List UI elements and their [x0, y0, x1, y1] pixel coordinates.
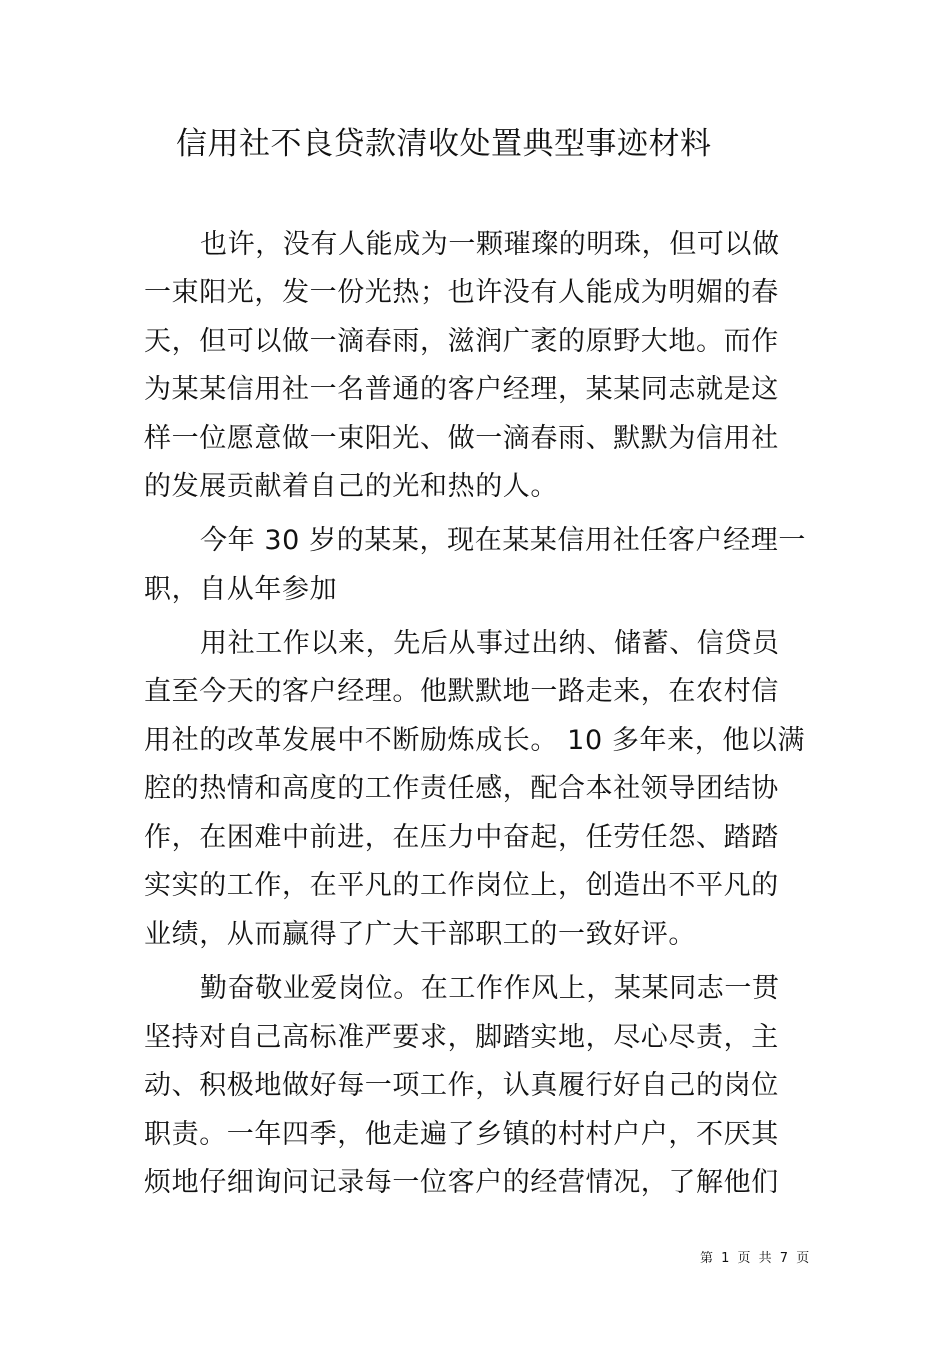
paragraph-4-line-5: 烦地仔细询问记录每一位客户的经营情况，了解他们	[144, 1167, 779, 1198]
page-number-footer: 第 1 页 共 7 页	[700, 1251, 810, 1266]
paragraph-2-line-2: 职，自从年参加	[144, 574, 338, 605]
paragraph-1-line-5: 样一位愿意做一束阳光、做一滴春雨、默默为信用社	[144, 423, 779, 454]
paragraph-3-line-2: 直至今天的客户经理。他默默地一路走来，在农村信	[144, 676, 779, 707]
paragraph-3-line-5: 作，在困难中前进，在压力中奋起，任劳任怨、踏踏	[144, 822, 779, 853]
paragraph-4-line-4: 职责。一年四季，他走遍了乡镇的村村户户，不厌其	[144, 1119, 779, 1150]
paragraph-4-line-2: 坚持对自己高标准严要求，脚踏实地，尽心尽责，主	[144, 1022, 779, 1053]
paragraph-1-line-4: 为某某信用社一名普通的客户经理，某某同志就是这	[144, 374, 779, 405]
paragraph-3-line-4: 腔的热情和高度的工作责任感，配合本社领导团结协	[144, 773, 779, 804]
paragraph-4-line-1: 勤奋敬业爱岗位。在工作作风上，某某同志一贯	[200, 973, 780, 1004]
document-title: 信用社不良贷款清收处置典型事迹材料	[176, 126, 712, 162]
paragraph-1-line-3: 天，但可以做一滴春雨，滋润广袤的原野大地。而作	[144, 326, 779, 357]
paragraph-1-line-2: 一束阳光，发一份光热；也许没有人能成为明媚的春	[144, 277, 779, 308]
paragraph-3-line-3: 用社的改革发展中不断励炼成长。 10 多年来，他以满	[144, 725, 806, 756]
paragraph-1-line-1: 也许，没有人能成为一颗璀璨的明珠，但可以做	[200, 229, 780, 260]
paragraph-1-line-6: 的发展贡献着自己的光和热的人。	[144, 471, 558, 502]
paragraph-3-line-6: 实实的工作，在平凡的工作岗位上，创造出不平凡的	[144, 870, 779, 901]
paragraph-2-line-1: 今年 30 岁的某某，现在某某信用社任客户经理一	[200, 525, 806, 556]
paragraph-3-line-7: 业绩，从而赢得了广大干部职工的一致好评。	[144, 919, 696, 950]
paragraph-4-line-3: 动、积极地做好每一项工作，认真履行好自己的岗位	[144, 1070, 779, 1101]
paragraph-3-line-1: 用社工作以来，先后从事过出纳、储蓄、信贷员	[200, 628, 780, 659]
